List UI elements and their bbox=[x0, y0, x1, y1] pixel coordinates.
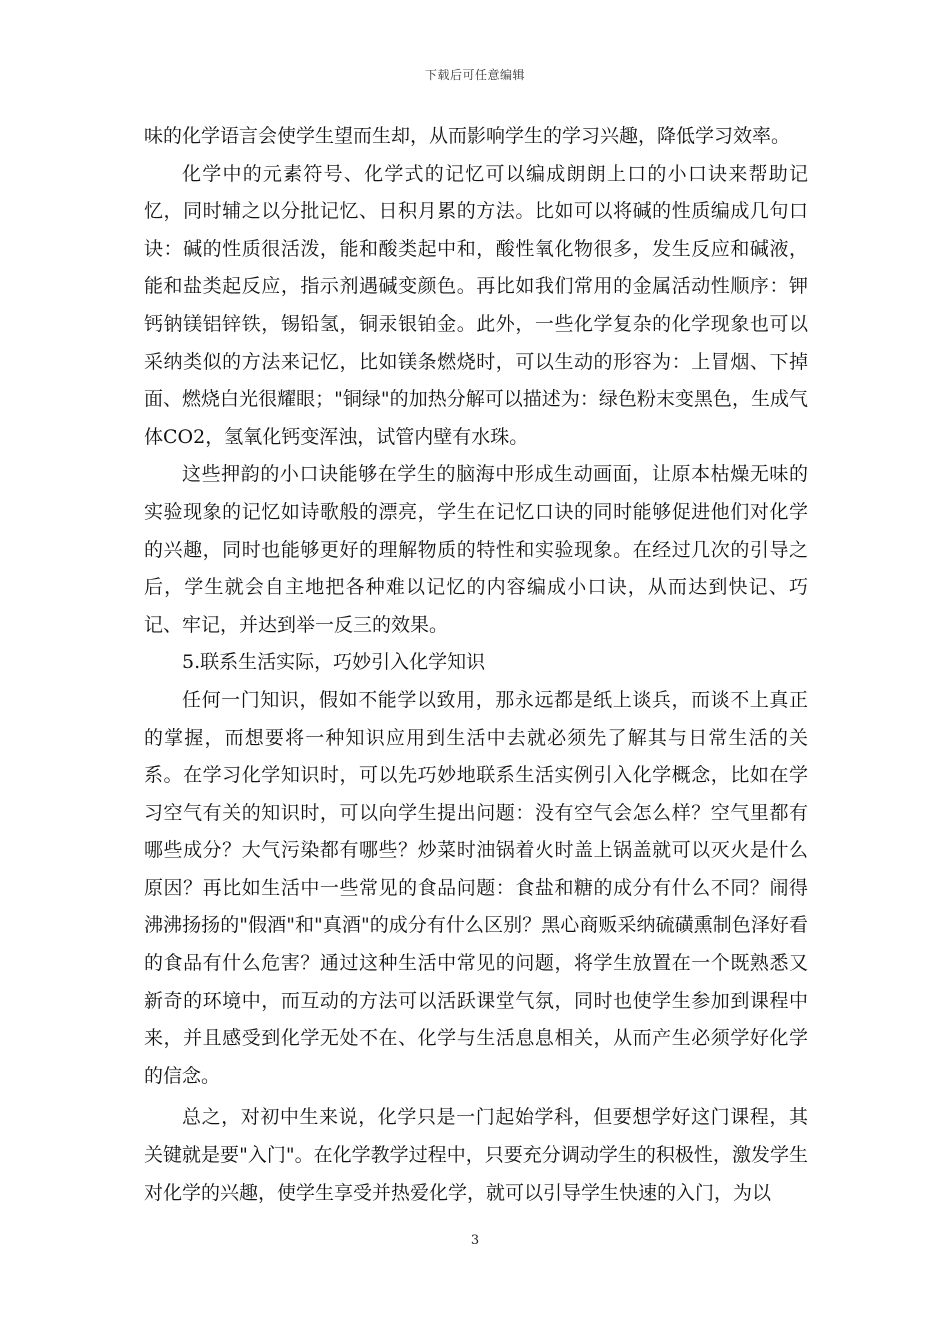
paragraph-mnemonics: 化学中的元素符号、化学式的记忆可以编成朗朗上口的小口诀来帮助记忆，同时辅之以分批记忆、日积月累的方法。比如可以将碱的性质编成几句口诀：碱的性质很活泼，能和酸类起中和，酸性氧化物很多，发生反应和碱液，能和盐类起反应，指示剂遇碱变颜色。再比如我们常用的金属活动性顺序：钾钙钠镁铝锌铁，锡铅氢，铜汞银铂金。此外，一些化学复杂的化学现象也可以采纳类似的方法来记忆，比如镁条燃烧时，可以生动的形容为：上冒烟、下掉面、燃烧白光很耀眼；"铜绿"的加热分解可以描述为：绿色粉末变黑色，生成气体CO2，氢氧化钙变浑浊，试管内壁有水珠。 bbox=[144, 162, 808, 448]
document-body bbox=[144, 118, 808, 1212]
page-number: 3 bbox=[470, 1233, 480, 1248]
paragraph-conclusion: 总之，对初中生来说，化学只是一门起始学科，但要想学好这门课程，其关键就是要"入门"。在化学教学过程中，只要充分调动学生的积极性，激发学生对化学的兴趣，使学生享受并热爱化学，就可以引导学生快速的入门，为以 bbox=[144, 1106, 808, 1204]
paragraph-daily-life: 任何一门知识，假如不能学以致用，那永远都是纸上谈兵，而谈不上真正的掌握，而想要将一种知识应用到生活中去就必须先了解其与日常生活的关系。在学习化学知识时，可以先巧妙地联系生活实例引入化学概念，比如在学习空气有关的知识时，可以向学生提出问题：没有空气会怎么样？空气里都有哪些成分？大气污染都有哪些？炒菜时油锅着火时盖上锅盖就可以灭火是什么原因？再比如生活中一些常见的食品问题：食盐和糖的成分有什么不同？闹得沸沸扬扬的"假酒"和"真酒"的成分有什么区别？黑心商贩采纳硫磺熏制色泽好看的食品有什么危害？通过这种生活中常见的问题，将学生放置在一个既熟悉又新奇的环境中，而互动的方法可以活跃课堂气氛，同时也使学生参加到课程中来，并且感受到化学无处不在、化学与生活息息相关，从而产生必须学好化学的信念。 bbox=[144, 688, 808, 1087]
paragraph-rhyme-effect: 这些押韵的小口诀能够在学生的脑海中形成生动画面，让原本枯燥无味的实验现象的记忆如诗歌般的漂亮，学生在记忆口诀的同时能够促进他们对化学的兴趣，同时也能够更好的理解物质的特性和实验现象。在经过几次的引导之后，学生就会自主地把各种难以记忆的内容编成小口诀，从而达到快记、巧记、牢记，并达到举一反三的效果。 bbox=[144, 463, 808, 636]
page-header: 下载后可任意编辑 bbox=[424, 68, 525, 82]
section-heading: 5.联系生活实际，巧妙引入化学知识 bbox=[182, 651, 486, 674]
paragraph-continuation: 味的化学语言会使学生望而生却，从而影响学生的学习兴趣，降低学习效率。 bbox=[144, 125, 791, 147]
